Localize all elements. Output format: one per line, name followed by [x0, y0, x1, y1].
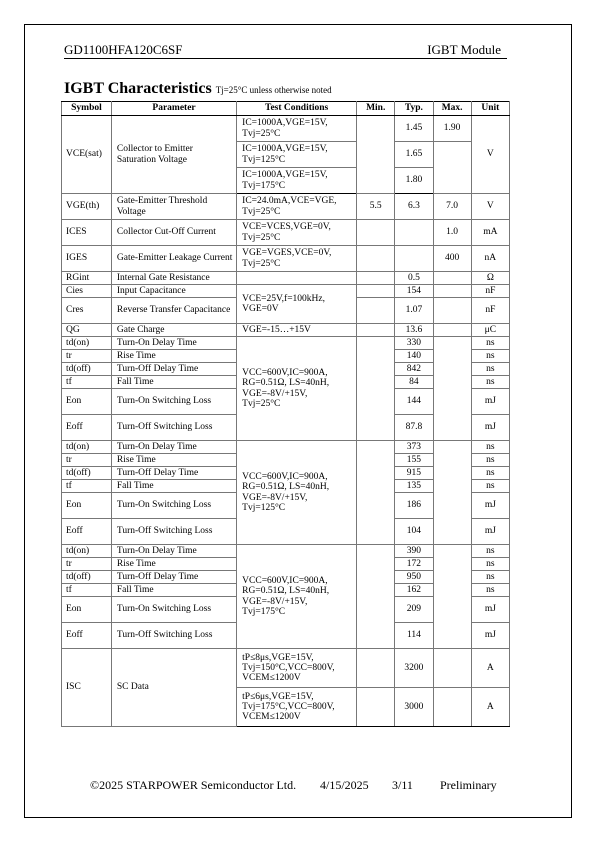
parameter-cell: Turn-Off Switching Loss: [111, 519, 236, 545]
parameter-cell: Gate Charge: [111, 324, 236, 337]
typ-cell: 842: [395, 363, 433, 376]
typ-cell: 162: [395, 584, 433, 597]
parameter-cell: Rise Time: [111, 454, 236, 467]
symbol-cell: Eoff: [62, 415, 112, 441]
typ-cell: 3200: [395, 649, 433, 688]
typ-cell: 135: [395, 480, 433, 493]
typ-cell: 390: [395, 545, 433, 558]
typ-cell: 1.07: [395, 298, 433, 324]
min-cell: [357, 116, 395, 194]
typ-cell: 172: [395, 558, 433, 571]
typ-cell: 84: [395, 376, 433, 389]
conditions-cell: IC=1000A,VGE=15V, Tvj=125°C: [237, 142, 357, 168]
conditions-cell: VGE=VGES,VCE=0V, Tvj=25°C: [237, 246, 357, 272]
section-subtitle: Tj=25°C unless otherwise noted: [215, 85, 332, 95]
symbol-cell: tr: [62, 454, 112, 467]
unit-cell: A: [471, 688, 509, 727]
parameter-cell: Turn-Off Switching Loss: [111, 415, 236, 441]
unit-cell: ns: [471, 480, 509, 493]
symbol-cell: td(off): [62, 571, 112, 584]
typ-cell: 114: [395, 623, 433, 649]
igbt-characteristics-table: [61, 101, 510, 727]
symbol-cell: VGE(th): [62, 194, 112, 220]
unit-cell: V: [471, 116, 509, 194]
typ-cell: 915: [395, 467, 433, 480]
table-row: [62, 246, 510, 272]
unit-cell: ns: [471, 441, 509, 454]
min-cell: [357, 688, 395, 727]
symbol-cell: td(on): [62, 441, 112, 454]
conditions-cell: tP≤8μs,VGE=15V, Tvj=150°C,VCC=800V, VCEM≤1200V: [237, 649, 357, 688]
conditions-cell: VCE=25V,f=100kHz, VGE=0V: [237, 285, 357, 324]
unit-cell: ns: [471, 376, 509, 389]
parameter-cell: Internal Gate Resistance: [111, 272, 236, 285]
symbol-cell: ICES: [62, 220, 112, 246]
table-row: [62, 116, 510, 142]
unit-cell: nF: [471, 285, 509, 298]
symbol-cell: Cies: [62, 285, 112, 298]
unit-cell: mJ: [471, 519, 509, 545]
typ-cell: 104: [395, 519, 433, 545]
unit-cell: mJ: [471, 623, 509, 649]
typ-cell: 155: [395, 454, 433, 467]
symbol-cell: IGES: [62, 246, 112, 272]
conditions-cell: IC=24.0mA,VCE=VGE, Tvj=25°C: [237, 194, 357, 220]
symbol-cell: tf: [62, 480, 112, 493]
conditions-cell: tP≤6μs,VGE=15V, Tvj=175°C,VCC=800V, VCEM≤1200V: [237, 688, 357, 727]
symbol-cell: Cres: [62, 298, 112, 324]
parameter-cell: Collector Cut-Off Current: [111, 220, 236, 246]
table-row: [62, 649, 510, 688]
unit-cell: ns: [471, 337, 509, 350]
symbol-cell: tr: [62, 350, 112, 363]
product-type: IGBT Module: [427, 42, 501, 57]
typ-cell: 1.80: [395, 168, 433, 194]
max-cell: [433, 272, 471, 285]
unit-cell: nA: [471, 246, 509, 272]
table-row: [62, 285, 510, 298]
typ-cell: 140: [395, 350, 433, 363]
min-cell: 5.5: [357, 194, 395, 220]
typ-cell: 373: [395, 441, 433, 454]
min-cell: [357, 324, 395, 337]
max-cell: 1.90: [433, 116, 471, 142]
table-row: [62, 324, 510, 337]
typ-cell: 3000: [395, 688, 433, 727]
conditions-cell: IC=1000A,VGE=15V, Tvj=25°C: [237, 116, 357, 142]
unit-cell: mJ: [471, 415, 509, 441]
min-cell: [357, 337, 395, 441]
table-row: [62, 545, 510, 558]
parameter-cell: Fall Time: [111, 584, 236, 597]
max-cell: [433, 649, 471, 688]
unit-cell: Ω: [471, 272, 509, 285]
parameter-cell: Rise Time: [111, 350, 236, 363]
min-cell: [357, 220, 395, 246]
conditions-cell: VGE=-15…+15V: [237, 324, 357, 337]
unit-cell: ns: [471, 363, 509, 376]
typ-cell: 87.8: [395, 415, 433, 441]
unit-cell: ns: [471, 571, 509, 584]
symbol-cell: QG: [62, 324, 112, 337]
symbol-cell: Eon: [62, 493, 112, 519]
max-cell: 7.0: [433, 194, 471, 220]
parameter-cell: Input Capacitance: [111, 285, 236, 298]
table-row: [62, 194, 510, 220]
conditions-cell: VCC=600V,IC=900A, RG=0.51Ω, LS=40nH, VGE=-8V/+15V, Tvj=25°C: [237, 337, 357, 441]
parameter-cell: Turn-On Switching Loss: [111, 389, 236, 415]
col-header: Symbol: [62, 102, 112, 116]
parameter-cell: Turn-Off Delay Time: [111, 467, 236, 480]
typ-cell: [395, 246, 433, 272]
typ-cell: [395, 220, 433, 246]
parameter-cell: Turn-On Switching Loss: [111, 493, 236, 519]
footer-copyright: ©2025 STARPOWER Semiconductor Ltd.: [90, 778, 297, 792]
symbol-cell: RGint: [62, 272, 112, 285]
max-cell: [433, 285, 471, 298]
symbol-cell: td(on): [62, 545, 112, 558]
parameter-cell: Turn-Off Switching Loss: [111, 623, 236, 649]
min-cell: [357, 649, 395, 688]
symbol-cell: td(on): [62, 337, 112, 350]
parameter-cell: Gate-Emitter Leakage Current: [111, 246, 236, 272]
parameter-cell: Turn-Off Delay Time: [111, 571, 236, 584]
footer-status: Preliminary: [440, 778, 497, 792]
parameter-cell: Reverse Transfer Capacitance: [111, 298, 236, 324]
unit-cell: mA: [471, 220, 509, 246]
table-row: [62, 441, 510, 454]
min-cell: [357, 272, 395, 285]
min-cell: [357, 285, 395, 298]
col-header: Max.: [433, 102, 471, 116]
parameter-cell: Turn-On Switching Loss: [111, 597, 236, 623]
table-header-row: [62, 102, 510, 116]
parameter-cell: Fall Time: [111, 376, 236, 389]
parameter-cell: Turn-On Delay Time: [111, 441, 236, 454]
symbol-cell: tr: [62, 558, 112, 571]
parameter-cell: Turn-On Delay Time: [111, 545, 236, 558]
conditions-cell: VCC=600V,IC=900A, RG=0.51Ω, LS=40nH, VGE=-8V/+15V, Tvj=175°C: [237, 545, 357, 649]
col-header: Test Conditions: [237, 102, 357, 116]
min-cell: [357, 298, 395, 324]
parameter-cell: SC Data: [111, 649, 236, 727]
min-cell: [357, 246, 395, 272]
symbol-cell: Eon: [62, 597, 112, 623]
section-title: [64, 80, 332, 98]
min-cell: [357, 441, 395, 545]
col-header: Unit: [471, 102, 509, 116]
conditions-cell: VCC=600V,IC=900A, RG=0.51Ω, LS=40nH, VGE=-8V/+15V, Tvj=125°C: [237, 441, 357, 545]
typ-cell: 154: [395, 285, 433, 298]
typ-cell: 209: [395, 597, 433, 623]
unit-cell: ns: [471, 558, 509, 571]
max-cell: 400: [433, 246, 471, 272]
unit-cell: V: [471, 194, 509, 220]
symbol-cell: Eon: [62, 389, 112, 415]
max-cell: [433, 337, 471, 441]
unit-cell: ns: [471, 545, 509, 558]
parameter-cell: Turn-On Delay Time: [111, 337, 236, 350]
min-cell: [357, 545, 395, 649]
typ-cell: 1.65: [395, 142, 433, 168]
unit-cell: mJ: [471, 389, 509, 415]
typ-cell: 186: [395, 493, 433, 519]
col-header: Min.: [357, 102, 395, 116]
max-cell: [433, 324, 471, 337]
max-cell: 1.0: [433, 220, 471, 246]
symbol-cell: td(off): [62, 363, 112, 376]
max-cell: [433, 688, 471, 727]
unit-cell: nF: [471, 298, 509, 324]
symbol-cell: td(off): [62, 467, 112, 480]
conditions-cell: [237, 272, 357, 285]
symbol-cell: ISC: [62, 649, 112, 727]
unit-cell: ns: [471, 467, 509, 480]
part-number: GD1100HFA120C6SF: [64, 42, 183, 57]
max-cell: [433, 142, 471, 194]
parameter-cell: Rise Time: [111, 558, 236, 571]
header-rule: [64, 58, 507, 59]
parameter-cell: Collector to Emitter Saturation Voltage: [111, 116, 236, 194]
unit-cell: ns: [471, 584, 509, 597]
typ-cell: 144: [395, 389, 433, 415]
unit-cell: mJ: [471, 493, 509, 519]
col-header: Parameter: [111, 102, 236, 116]
table-row: [62, 337, 510, 350]
typ-cell: 1.45: [395, 116, 433, 142]
symbol-cell: tf: [62, 584, 112, 597]
unit-cell: mJ: [471, 597, 509, 623]
typ-cell: 950: [395, 571, 433, 584]
max-cell: [433, 298, 471, 324]
unit-cell: μC: [471, 324, 509, 337]
typ-cell: 13.6: [395, 324, 433, 337]
typ-cell: 330: [395, 337, 433, 350]
typ-cell: 6.3: [395, 194, 433, 220]
parameter-cell: Fall Time: [111, 480, 236, 493]
symbol-cell: VCE(sat): [62, 116, 112, 194]
symbol-cell: Eoff: [62, 623, 112, 649]
max-cell: [433, 441, 471, 545]
unit-cell: A: [471, 649, 509, 688]
unit-cell: ns: [471, 454, 509, 467]
max-cell: [433, 545, 471, 649]
parameter-cell: Turn-Off Delay Time: [111, 363, 236, 376]
table-row: [62, 272, 510, 285]
footer-page-number: 3/11: [392, 778, 413, 792]
col-header: Typ.: [395, 102, 433, 116]
parameter-cell: Gate-Emitter Threshold Voltage: [111, 194, 236, 220]
symbol-cell: Eoff: [62, 519, 112, 545]
section-title-text: IGBT Characteristics: [64, 80, 212, 97]
conditions-cell: IC=1000A,VGE=15V, Tvj=175°C: [237, 168, 357, 194]
conditions-cell: VCE=VCES,VGE=0V, Tvj=25°C: [237, 220, 357, 246]
typ-cell: 0.5: [395, 272, 433, 285]
table-row: [62, 220, 510, 246]
unit-cell: ns: [471, 350, 509, 363]
footer-date: 4/15/2025: [320, 778, 369, 792]
symbol-cell: tf: [62, 376, 112, 389]
